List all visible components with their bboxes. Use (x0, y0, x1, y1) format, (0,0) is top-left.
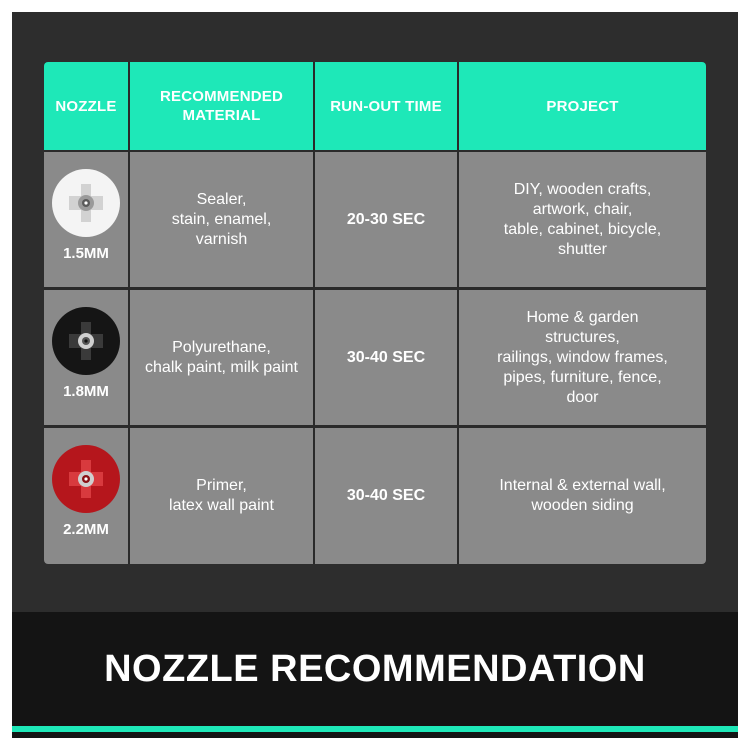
accent-line (12, 726, 738, 732)
header-run-out-time: RUN-OUT TIME (315, 62, 457, 150)
footer-title: NOZZLE RECOMMENDATION (104, 648, 646, 690)
material-cell (130, 290, 313, 425)
nozzle-size-label: 2.2MM (63, 521, 109, 538)
header-nozzle: NOZZLE (44, 62, 128, 150)
project-cell (459, 428, 706, 564)
footer-banner (12, 612, 738, 738)
header-material (130, 62, 313, 150)
material-cell (130, 428, 313, 564)
nozzle-2-2mm-icon (51, 444, 121, 514)
run-out-time-cell: 30-40 SEC (315, 428, 457, 564)
project-cell (459, 152, 706, 287)
project-text: DIY, wooden crafts, artwork, chair, table, cabinet, bicycle, shutter (503, 180, 662, 258)
nozzle-size-label: 1.5MM (63, 245, 109, 262)
nozzle-cell (44, 428, 128, 564)
material-cell (130, 152, 313, 287)
nozzle-table (44, 62, 706, 564)
material-text: Polyurethane, chalk paint, milk paint (145, 338, 298, 376)
nozzle-cell (44, 290, 128, 425)
material-text: Primer, latex wall paint (169, 477, 274, 514)
material-text: Sealer, stain, enamel, varnish (171, 190, 272, 248)
run-out-time-cell: 20-30 SEC (315, 152, 457, 287)
project-text: Internal & external wall, wooden siding (499, 477, 666, 514)
header-material-label: RECOMMENDED MATERIAL (159, 88, 284, 124)
project-text: Home & garden structures, railings, window frames, pipes, furniture, fence, door (497, 308, 668, 406)
nozzle-1-5mm-icon (51, 168, 121, 238)
project-cell (459, 290, 706, 425)
header-project: PROJECT (459, 62, 706, 150)
nozzle-size-label: 1.8MM (63, 383, 109, 400)
run-out-time-cell: 30-40 SEC (315, 290, 457, 425)
nozzle-cell (44, 152, 128, 287)
infographic-frame (12, 12, 738, 738)
nozzle-1-8mm-icon (51, 306, 121, 376)
